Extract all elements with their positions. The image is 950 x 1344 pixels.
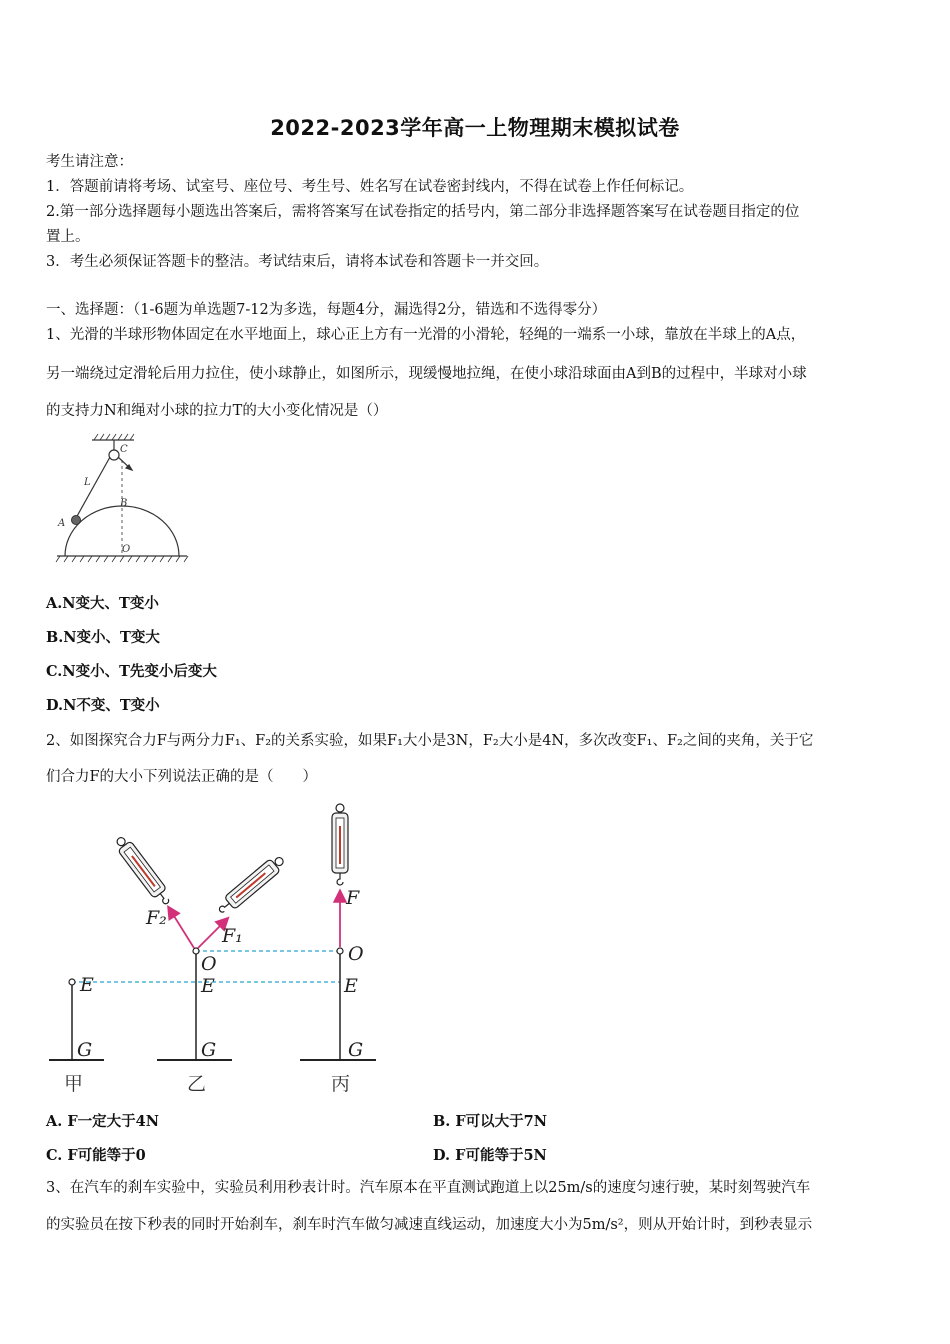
label-g-yi: G — [201, 1039, 217, 1061]
label-o-bing: O — [348, 943, 364, 965]
setup-bing — [300, 804, 376, 1060]
q2-option-c: C. F可能等于0 — [46, 1147, 146, 1164]
notice-item: 1．答题前请将考场、试室号、座位号、考生号、姓名写在试卷密封线内，不得在试卷上作任何标记。 — [46, 179, 694, 195]
label-f1: F₁ — [222, 925, 243, 947]
ball — [72, 516, 81, 525]
label-f2: F₂ — [146, 907, 167, 929]
label-e-jia: E — [80, 974, 94, 996]
notice-heading: 考生请注意： — [46, 154, 133, 170]
label-l: L — [84, 477, 91, 488]
label-b: B — [120, 498, 128, 509]
q2-option-b: B. F可以大于7N — [433, 1113, 547, 1130]
label-bing: 丙 — [331, 1073, 351, 1095]
notice-item: 3．考生必须保证答题卡的整洁。考试结束后，请将本试卷和答题卡一并交回。 — [46, 254, 549, 270]
label-e-yi: E — [201, 975, 215, 997]
page-title: 2022-2023学年高一上物理期末模拟试卷 — [270, 116, 680, 140]
label-yi: 乙 — [187, 1073, 207, 1095]
q1-text: 另一端绕过定滑轮后用力拉住，使小球静止，如图所示，现缓慢地拉绳，在使小球沿球面由A到B的过程中，半球对小球 — [46, 366, 807, 382]
notice-item: 置上。 — [46, 229, 90, 245]
label-o: O — [122, 544, 131, 555]
q1-option-b: B.N变小、T变大 — [46, 629, 160, 646]
q1-figure — [52, 430, 192, 565]
q2-text: 2、如图探究合力F与两分力F₁、F₂的关系实验，如果F₁大小是3N，F₂大小是4N，多次改变F₁、F₂之间的夹角，关于它 — [46, 733, 814, 749]
label-g-bing: G — [348, 1039, 364, 1061]
q1-text: 的支持力N和绳对小球的拉力T的大小变化情况是（） — [46, 403, 388, 419]
q1-option-d: D.N不变、T变小 — [46, 697, 160, 714]
q1-option-a: A.N变大、T变小 — [46, 595, 159, 612]
q2-option-a: A. F一定大于4N — [46, 1113, 159, 1130]
q1-option-c: C.N变小、T先变小后变大 — [46, 663, 217, 680]
q2-figure — [44, 800, 384, 1100]
q1-text: 1、光滑的半球形物体固定在水平地面上，球心正上方有一光滑的小滑轮，轻绳的一端系一小球，靠放在半球上的A点， — [46, 327, 806, 343]
label-e-bing: E — [344, 975, 358, 997]
q3-text: 的实验员在按下秒表的同时开始刹车，刹车时汽车做匀减速直线运动，加速度大小为5m/s²，则从开始计时，到秒表显示 — [46, 1217, 813, 1233]
notice-item: 2.第一部分选择题每小题选出答案后，需将答案写在试卷指定的括号内，第二部分非选择题答案写在试卷题目指定的位 — [46, 204, 800, 220]
label-a: A — [58, 518, 66, 529]
label-g-jia: G — [77, 1039, 93, 1061]
q2-option-d: D. F可能等于5N — [433, 1147, 547, 1164]
label-jia: 甲 — [64, 1073, 84, 1095]
q2-text: 们合力F的大小下列说法正确的是（ ） — [46, 769, 318, 785]
label-f: F — [346, 887, 360, 909]
setup-yi — [112, 834, 287, 1060]
q3-text: 3、在汽车的刹车实验中，实验员利用秒表计时。汽车原本在平直测试跑道上以25m/s的速度匀速行驶，某时刻驾驶汽车 — [46, 1180, 811, 1196]
label-o-yi: O — [201, 953, 217, 975]
label-c: C — [120, 444, 128, 455]
section-heading: 一、选择题：（1-6题为单选题7-12为多选，每题4分，漏选得2分，错选和不选得零分） — [46, 302, 607, 318]
